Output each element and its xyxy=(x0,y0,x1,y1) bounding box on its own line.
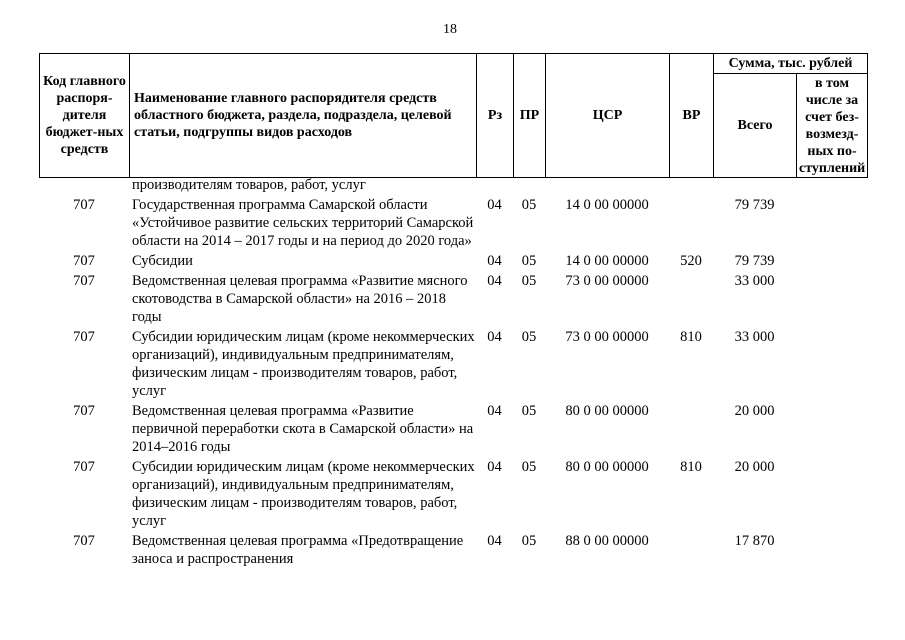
row-name: Субсидии юридическим лицам (кроме некоммерческих организаций), индивидуальным предпринимателям, физическим лицам - производителям товаров, работ, услуг xyxy=(132,459,475,529)
row-rz: 04 xyxy=(487,403,502,419)
table-row xyxy=(39,252,867,270)
row-vr: 810 xyxy=(680,329,702,345)
row-rz: 04 xyxy=(487,273,502,289)
header-sum-group: Сумма, тыс. рублей xyxy=(714,54,868,74)
row-vr: 520 xyxy=(680,253,702,269)
header-vr: ВР xyxy=(670,54,714,178)
row-name: Ведомственная целевая программа «Развитие мясного скотоводства в Самарской области» на 2016 – 2018 годы xyxy=(132,273,468,325)
row-code: 707 xyxy=(73,329,95,345)
row-sum: 79 739 xyxy=(734,197,775,213)
header-csr: ЦСР xyxy=(546,54,670,178)
row-code: 707 xyxy=(73,403,95,419)
header-incl-free: в том числе за счет без-возмезд-ных по-ступлений xyxy=(797,74,868,178)
row-pr: 05 xyxy=(521,253,537,269)
row-pr: 05 xyxy=(521,459,537,475)
row-pr: 05 xyxy=(521,197,537,213)
row-sum: 79 739 xyxy=(734,253,775,269)
table-row xyxy=(39,328,867,400)
table-row xyxy=(39,272,867,326)
row-rz: 04 xyxy=(487,533,502,549)
row-name: Субсидии юридическим лицам (кроме некоммерческих организаций), индивидуальным предпринимателям, физическим лицам - производителям товаров, работ, услуг xyxy=(132,329,475,399)
row-sum: 20 000 xyxy=(734,459,775,475)
row-code: 707 xyxy=(73,459,95,475)
row-csr: 80 0 00 00000 xyxy=(565,459,649,475)
row-sum: 33 000 xyxy=(734,273,775,289)
row-name: Субсидии xyxy=(132,253,193,269)
row-code: 707 xyxy=(73,253,95,269)
table-row xyxy=(39,196,867,250)
row-csr: 14 0 00 00000 xyxy=(565,197,649,213)
row-name: Государственная программа Самарской области «Устойчивое развитие сельских территорий Самарской области на 2014 – 2017 годы и на период до 2020 года» xyxy=(132,197,474,249)
row-rz: 04 xyxy=(487,329,502,345)
page-number: 18 xyxy=(443,22,457,37)
row-code: 707 xyxy=(73,197,95,213)
header-total: Всего xyxy=(714,74,797,178)
header-rz: Рз xyxy=(477,54,514,178)
row-pr: 05 xyxy=(521,329,537,345)
row-code: 707 xyxy=(73,533,95,549)
row-csr: 14 0 00 00000 xyxy=(565,253,649,269)
row-sum: 17 870 xyxy=(734,533,775,549)
row-csr: 73 0 00 00000 xyxy=(565,273,649,289)
table-body xyxy=(39,176,867,568)
row-name: Ведомственная целевая программа «Развитие первичной переработки скота в Самарской области» на 2014–2016 годы xyxy=(132,403,474,455)
table-row xyxy=(39,402,867,456)
row-name: Ведомственная целевая программа «Предотвращение заноса и распространения xyxy=(132,533,464,567)
row-pr: 05 xyxy=(521,533,537,549)
row-csr: 73 0 00 00000 xyxy=(565,329,649,345)
row-rz: 04 xyxy=(487,253,502,269)
row-pr: 05 xyxy=(521,273,537,289)
row-code: 707 xyxy=(73,273,95,289)
row-sum: 33 000 xyxy=(734,329,775,345)
table-row xyxy=(39,176,867,194)
row-pr: 05 xyxy=(521,403,537,419)
table-header xyxy=(39,53,868,178)
table-row xyxy=(39,458,867,530)
header-name: Наименование главного распорядителя средств областного бюджета, раздела, подраздела, целевой статьи, подгруппы видов расходов xyxy=(130,54,477,178)
row-vr: 810 xyxy=(680,459,702,475)
header-pr: ПР xyxy=(514,54,546,178)
row-rz: 04 xyxy=(487,459,502,475)
table-row xyxy=(39,532,867,568)
header-code: Код главного распоря-дителя бюджет-ных средств xyxy=(40,54,130,178)
row-name: производителям товаров, работ, услуг xyxy=(132,177,366,193)
row-csr: 88 0 00 00000 xyxy=(565,533,649,549)
row-rz: 04 xyxy=(487,197,502,213)
row-sum: 20 000 xyxy=(734,403,775,419)
row-csr: 80 0 00 00000 xyxy=(565,403,649,419)
